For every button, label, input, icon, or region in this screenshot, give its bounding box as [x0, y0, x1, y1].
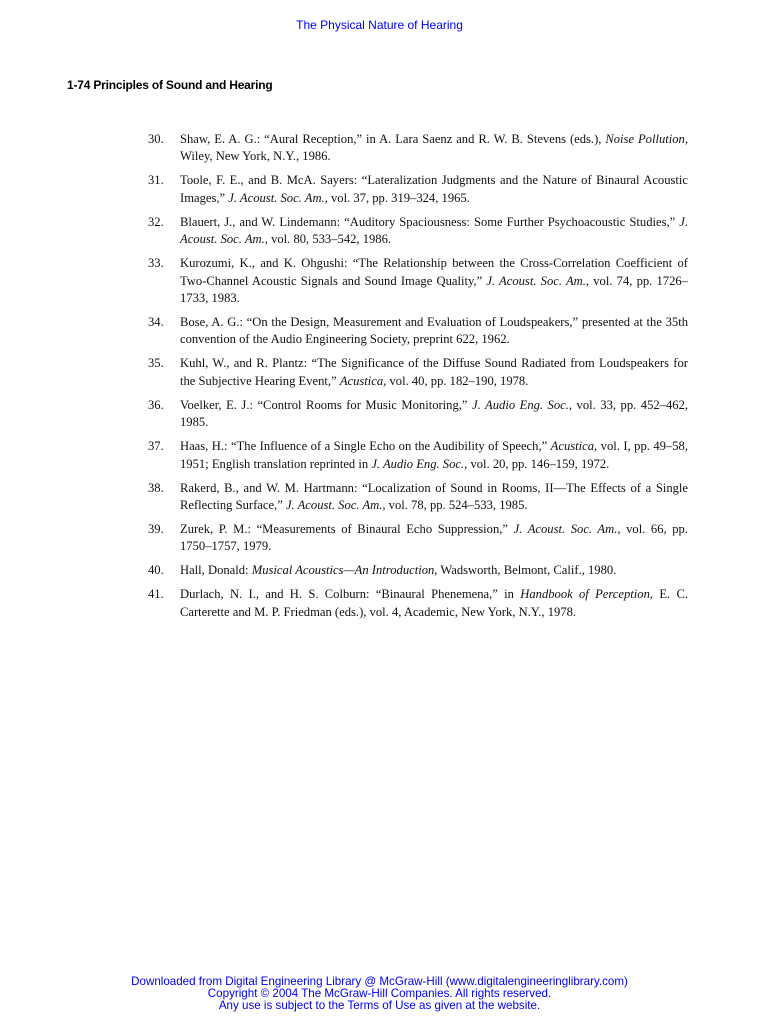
- reference-text: [180, 480, 688, 515]
- reference-text-segment: , vol. 78, pp. 524–533, 1985.: [382, 498, 528, 513]
- reference-text-segment: Rakerd, B., and W. M. Hartmann: “Localization of Sound in Rooms, II—The Effects of a Single Reflecting Surface,”: [180, 480, 688, 513]
- reference-text: [180, 355, 688, 390]
- reference-text: [180, 562, 688, 579]
- reference-text: [180, 214, 688, 249]
- reference-number: 30.: [148, 132, 164, 146]
- reference-text-segment: , vol. 37, pp. 319–324, 1965.: [324, 190, 470, 205]
- reference-title-italic: Musical Acoustics—An Introduction: [251, 563, 435, 578]
- reference-text: [180, 521, 688, 556]
- reference-text: [180, 255, 688, 307]
- reference-number: 36.: [148, 397, 164, 412]
- reference-number: 32.: [148, 214, 164, 229]
- reference-number: 39.: [148, 522, 164, 537]
- reference-number: 41.: [148, 587, 164, 602]
- footer-terms-line[interactable]: Any use is subject to the Terms of Use as given at the website.: [218, 999, 541, 1012]
- reference-item: [148, 397, 688, 432]
- reference-text-segment: Voelker, E. J.: “Control Rooms for Music Monitoring,”: [180, 397, 473, 412]
- reference-title-italic: Acustica: [339, 373, 384, 388]
- chapter-title-link[interactable]: The Physical Nature of Hearing: [296, 18, 463, 32]
- reference-text-segment: , Wiley, New York, N.Y., 1986.: [180, 132, 688, 164]
- reference-title-italic: J. Acoust. Soc. Am.: [180, 214, 688, 247]
- reference-text-segment: Bose, A. G.: “On the Design, Measurement and Evaluation of Loudspeakers,” presented at the 35th convention of the Audio Engineering Society, preprint 622, 1962.: [180, 315, 688, 347]
- reference-number: 35.: [148, 356, 164, 371]
- reference-item: [148, 314, 688, 349]
- footer-copyright-line: Copyright © 2004 The McGraw-Hill Companies. All rights reserved.: [207, 987, 552, 1000]
- reference-text: [180, 314, 688, 349]
- reference-item: [148, 355, 688, 390]
- reference-item: [148, 562, 688, 579]
- reference-item: [148, 438, 688, 473]
- reference-title-italic: J. Acoust. Soc. Am.: [228, 190, 325, 205]
- reference-item: [148, 131, 688, 166]
- reference-text: [180, 438, 688, 473]
- reference-text-segment: , Wadsworth, Belmont, Calif., 1980.: [434, 563, 617, 578]
- running-head: 1-74 Principles of Sound and Hearing: [67, 78, 273, 92]
- reference-list: [148, 131, 688, 628]
- reference-title-italic: Handbook of Perception: [520, 587, 650, 602]
- reference-text: [180, 397, 688, 432]
- reference-text-segment: , vol. I, pp. 49–58, 1951; English translation reprinted in: [180, 439, 689, 471]
- reference-text-segment: Toole, F. E., and B. McA. Sayers: “Lateralization Judgments and the Nature of Binaural Acoustic Images,”: [180, 173, 688, 205]
- reference-text-segment: , vol. 74, pp. 1726–1733, 1983.: [180, 273, 688, 306]
- reference-text-segment: , vol. 66, pp. 1750–1757, 1979.: [180, 522, 688, 554]
- reference-number: 34.: [148, 315, 164, 330]
- reference-number: 38.: [148, 480, 164, 495]
- reference-item: [148, 172, 688, 207]
- reference-text-segment: Blauert, J., and W. Lindemann: “Auditory Spaciousness: Some Further Psychoacoustic Studies,”: [180, 214, 680, 229]
- reference-title-italic: J. Acoust. Soc. Am.: [486, 273, 586, 288]
- reference-text-segment: Hall, Donald:: [180, 563, 252, 578]
- footer: [0, 976, 759, 1012]
- reference-item: [148, 586, 688, 621]
- reference-text-segment: , E. C. Carterette and M. P. Friedman (eds.), vol. 4, Academic, New York, N.Y., 1978.: [180, 587, 689, 619]
- reference-text-segment: Zurek, P. M.: “Measurements of Binaural Echo Suppression,”: [180, 522, 514, 537]
- reference-number: 31.: [148, 173, 164, 188]
- reference-item: [148, 255, 688, 307]
- reference-text-segment: Haas, H.: “The Influence of a Single Echo on the Audibility of Speech,”: [180, 439, 551, 454]
- reference-text-segment: Durlach, N. I., and H. S. Colburn: “Binaural Phenemena,” in: [180, 587, 521, 602]
- reference-text-segment: , vol. 40, pp. 182–190, 1978.: [383, 373, 529, 388]
- reference-text-segment: Shaw, E. A. G.: “Aural Reception,” in A. Lara Saenz and R. W. B. Stevens (eds.),: [180, 132, 606, 146]
- reference-number: 33.: [148, 256, 164, 271]
- reference-item: [148, 214, 688, 249]
- reference-text: [180, 131, 688, 166]
- reference-title-italic: Noise Pollution: [605, 132, 685, 146]
- reference-title-italic: J. Audio Eng. Soc.: [371, 456, 465, 471]
- reference-text-segment: , vol. 80, 533–542, 1986.: [264, 232, 392, 247]
- reference-title-italic: J. Audio Eng. Soc.: [472, 397, 569, 412]
- footer-download-line[interactable]: Downloaded from Digital Engineering Library @ McGraw-Hill (www.digitalengineeringlibrary.com): [131, 975, 628, 988]
- reference-text-segment: Kuhl, W., and R. Plantz: “The Significance of the Diffuse Sound Radiated from Loudspeakers for the Subjective Hearing Event,”: [180, 356, 688, 388]
- reference-item: [148, 480, 688, 515]
- reference-number: 40.: [148, 563, 164, 578]
- reference-title-italic: J. Acoust. Soc. Am.: [285, 498, 383, 513]
- reference-text: [180, 586, 688, 621]
- reference-title-italic: J. Acoust. Soc. Am.: [513, 522, 618, 537]
- reference-title-italic: Acustica: [550, 439, 595, 454]
- reference-text-segment: Kurozumi, K., and K. Ohgushi: “The Relationship between the Cross-Correlation Coefficient of Two-Channel Acoustic Signals and Sound Image Quality,”: [180, 256, 688, 288]
- reference-item: [148, 521, 688, 556]
- reference-text-segment: , vol. 20, pp. 146–159, 1972.: [464, 456, 610, 471]
- reference-text-segment: , vol. 33, pp. 452–462, 1985.: [180, 397, 689, 430]
- reference-text: [180, 172, 688, 207]
- reference-number: 37.: [148, 439, 164, 454]
